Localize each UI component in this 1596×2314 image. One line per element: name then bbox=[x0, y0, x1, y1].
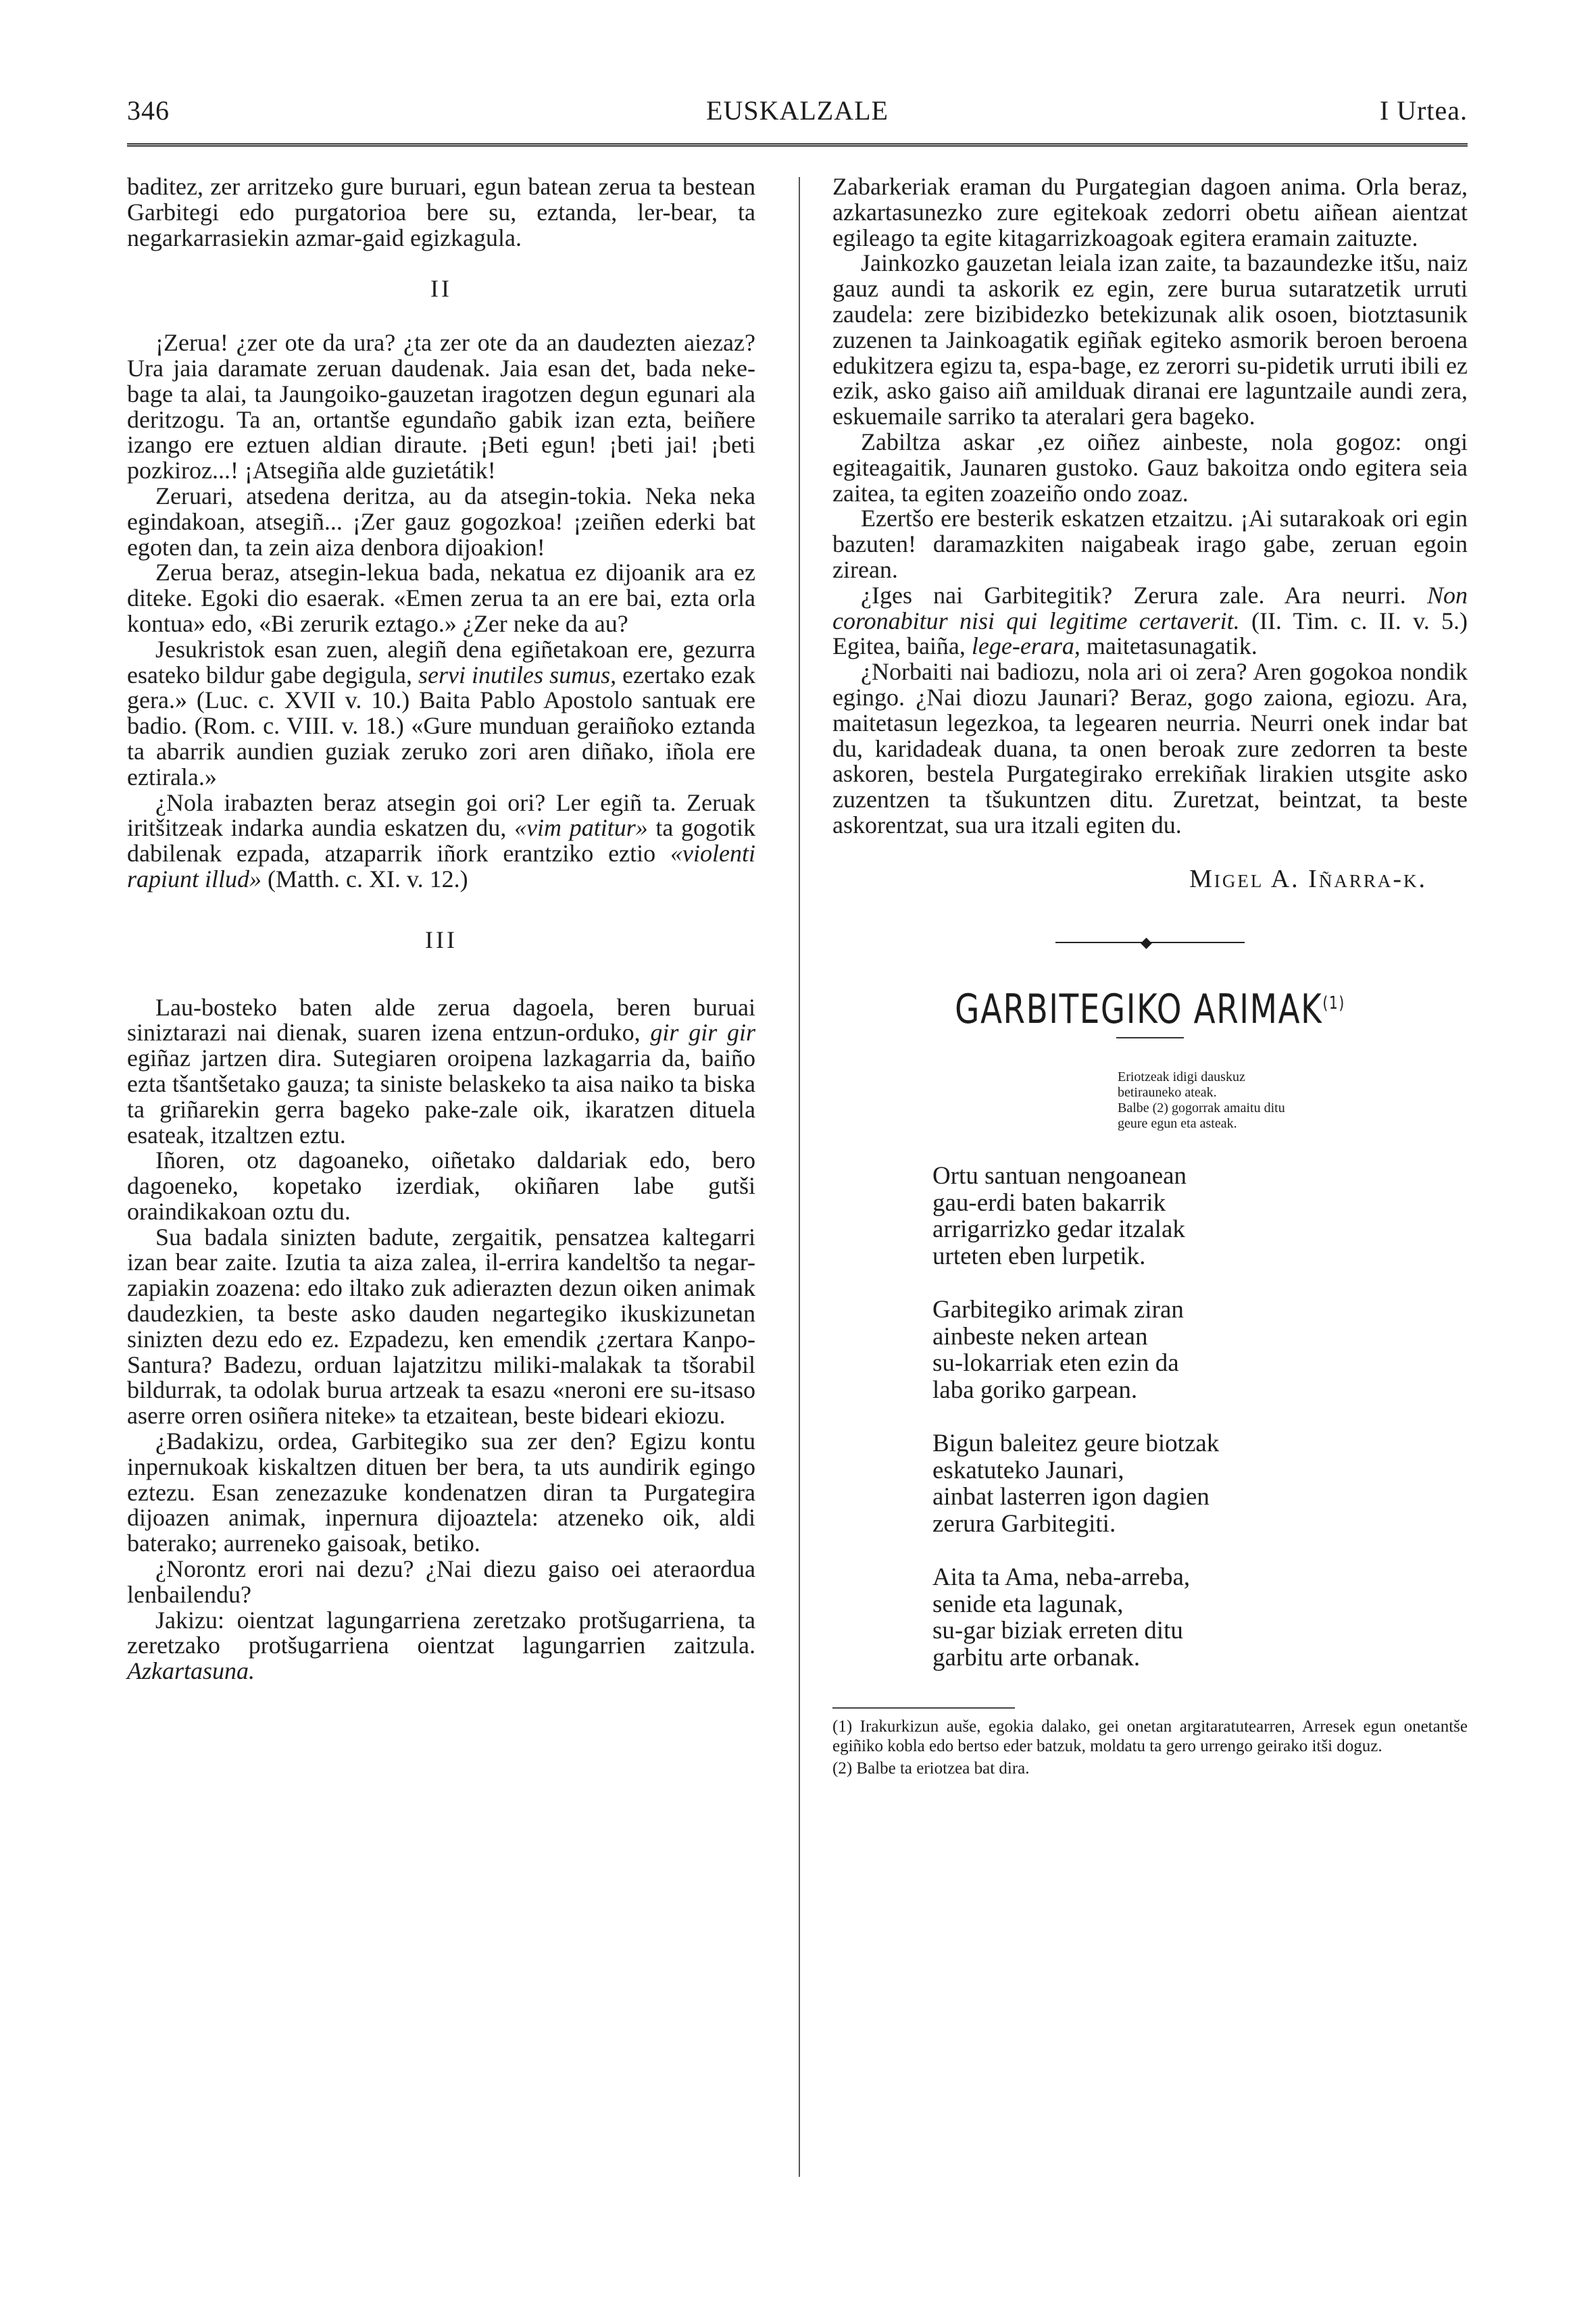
column-divider bbox=[799, 177, 800, 2177]
paragraph: ¡Zerua! ¿zer ote da ura? ¿ta zer ote da an daudezten aiezaz? Ura jaia daramate zeruan daudenak. Jaia esan det, bada neke-bage ta alai, ta Jaungoiko-gauzetan iragotzen degun egunari ala deritzogu. Ta an, ortantše egundaño gabik izan ezta, beiñere izango ere eztuen aldian diraute. ¡Beti egun! ¡beti jai! ¡beti pozkiroz...! ¡Atsegiña alde guzietátik! bbox=[127, 329, 755, 484]
verse-line: zerura Garbitegiti. bbox=[932, 1509, 1116, 1538]
latin-quote: «violenti rapiunt illud» bbox=[127, 840, 755, 892]
verse-line: ainbeste neken artean bbox=[932, 1322, 1148, 1351]
text-run: (Matth. c. XI. v. 12.) bbox=[268, 865, 468, 892]
verse-line: senide eta lagunak, bbox=[932, 1590, 1124, 1618]
epigraph bbox=[1118, 1070, 1361, 1132]
verse-line: laba goriko garpean. bbox=[932, 1376, 1138, 1404]
paragraph: Sua badala sinizten badute, zergaitik, pensatzea kaltegarri izan bear zaite. Izutia ta aiza zalea, il-errira kandeltšo ta negar-zapiakin zoazena: edo iltako zuk adierazten dezun oiken animak daudezkien, ta beste asko dauden negartegiko ikuskizunetan sinizten dezu edo ez. Ezpadezu, ken emendik ¿zertara Kanpo-Santura? Badezu, orduan lajatzitzu miliki-malakak ta tšorabil bildurrak, ta odolak burua artzeak ta esazu «neroni ere su-itsaso aserre orren osiñera niteke» ta etzaitean, beste bideari ekiozu. bbox=[127, 1223, 755, 1430]
right-column bbox=[832, 174, 1468, 1778]
poem-stanza bbox=[932, 1163, 1468, 1269]
poem-stanza bbox=[932, 1297, 1468, 1403]
text-run: (II. Tim. c. II. v. 5.) Egitea, baiña, bbox=[832, 607, 1468, 660]
latin-quote: Non coronabitur nisi qui legitime certaverit. bbox=[832, 581, 1468, 634]
italic-word: Azkartasuna. bbox=[127, 1657, 255, 1685]
paragraph: Ezertšo ere besterik eskatzen etzaitzu. ¡Ai sutarakoak ori egin bazuten! daramazkiten naigabeak irago gabe, zeruan egoin zirean. bbox=[832, 505, 1468, 583]
text-run: Jesukristok esan zuen, alegiñ dena egiñetakoan ere, gezurra esateko bildur gabe degigula, bbox=[127, 635, 755, 688]
italic-phrase: lege-erara, bbox=[971, 632, 1080, 660]
verse-line: Bigun baleitez geure biotzak bbox=[932, 1430, 1220, 1458]
text-run: ezertako ezak gera.» (Luc. c. XVII v. 10.) Baita Pablo Apostolo santuak ere badio. (Rom. c. VIII. v. 18.) «Gure munduan geraiñoko eztanda ta abarrik aundien guziak zeruko zori aren diñako, iñola ere eztirala.» bbox=[127, 661, 756, 790]
epigraph-line: Eriotzeak idigi dauskuz bbox=[1118, 1070, 1245, 1085]
paragraph: Jainkozko gauzetan leiala izan zaite, ta bazaundezke itšu, naiz gauz aundi ta askorik ez egin, zere burua sutaratzetik urruti zaudela: zere bizibidezko betekizunak alik osoen, biotztasunik zuzenen ta Jainkoagatik egiñak egiteko asmorik beroen beroena edukitzera egizu ta, espa-bage, ez zerorri su-pidetik urruti ibili ez ezik, asko gaiso aiñ amilduak diranai ere laguntzaile aundi zera, eskuemaile sarriko ta ateralari gera bageko. bbox=[832, 249, 1468, 430]
verse-line: su-gar biziak erreten ditu bbox=[932, 1617, 1183, 1645]
verse-line: urteten eben lurpetik. bbox=[932, 1242, 1146, 1270]
poem-stanza bbox=[932, 1430, 1468, 1537]
onomatopoeia: gir gir gir bbox=[650, 1019, 756, 1047]
epigraph-line: geure egun eta asteak. bbox=[1118, 1116, 1237, 1132]
journal-title: EUSKALZALE bbox=[706, 95, 889, 126]
footnote-rule bbox=[832, 1707, 1015, 1709]
verse-line: arrigarrizko gedar itzalak bbox=[932, 1215, 1185, 1244]
paragraph bbox=[127, 637, 755, 790]
epigraph-line: betirauneko ateak. bbox=[1118, 1085, 1217, 1101]
paragraph: baditez, zer arritzeko gure buruari, egun batean zerua ta bestean Garbitegi edo purgatorioa bere su, eztanda, ler-bear, ta negarkarrasiekin azmar-gaid egizkagula. bbox=[127, 173, 755, 251]
verse-line: Ortu santuan nengoanean bbox=[932, 1162, 1187, 1190]
paragraph: Zeruari, atsedena deritza, au da atsegin-tokia. Neka neka egindakoan, atsegiñ... ¡Zer gauz gogozkoa! ¡zeiñen ederki bat egoten dan, ta zein aiza denbora dijoakion! bbox=[127, 482, 755, 561]
footnote: (1) Irakurkizun auše, egokia dalako, gei onetan argitaratutearren, Arresek egun onetantše egiñiko kobla edo bertso eder batzuk, moldatu ta gero urrengo geirako itši doguz. bbox=[832, 1717, 1468, 1756]
section-heading: II bbox=[430, 275, 452, 303]
paragraph bbox=[127, 1608, 755, 1684]
verse-line: su-lokarriak eten ezin da bbox=[932, 1349, 1179, 1378]
text-run: ¿Nola irabazten beraz atsegin goi ori? Ler egiñ ta. Zeruak iritšitzeak indarka aundia eskatzen du, bbox=[127, 788, 755, 842]
paragraph bbox=[832, 583, 1468, 659]
footnote: (2) Balbe ta eriotzea bat dira. bbox=[832, 1759, 1030, 1778]
page-number: 346 bbox=[127, 95, 170, 126]
paragraph: ¿Badakizu, ordea, Garbitegiko sua zer den? Egizu kontu inpernukoak kiskaltzen dituen ber bera, ta uts aundirik egingo eztezu. Esan zenezazuke kondenatzen diran ta Purgategira dijoazen animak, inpernura dijoaztela: atzeneko oik, aldi baterako; aurreneko gaisoak, betiko. bbox=[127, 1428, 755, 1557]
left-column bbox=[127, 174, 755, 1684]
epigraph-line: Balbe (2) gogorrak amaitu ditu bbox=[1118, 1101, 1285, 1116]
poem-stanza bbox=[932, 1564, 1468, 1671]
paragraph: Zerua beraz, atsegin-lekua bada, nekatua ez dijoanik ara ez diteke. Egoki dio esaerak. «Emen zerua ta an ere bai, ezta orla kontua» edo, «Bi zerurik eztago.» ¿Zer neke da au? bbox=[127, 559, 755, 637]
title-rule bbox=[1116, 1037, 1184, 1038]
paragraph: ¿Norontz erori nai dezu? ¿Nai diezu gaiso oei ateraordua lenbailendu? bbox=[127, 1555, 755, 1608]
text-run: ta gogotik dabilenak ezpada, atzaparrik iñork erantziko eztio bbox=[127, 814, 756, 867]
latin-quote: servi inutiles sumus, bbox=[418, 661, 617, 688]
paragraph bbox=[127, 790, 755, 892]
text-run: Jakizu: oientzat lagungarriena zeretzako protšugarriena, ta zeretzako protšugarriena oientzat lagungarrien zaitzula. bbox=[127, 1606, 755, 1659]
header-double-rule bbox=[127, 143, 1468, 147]
paragraph: Iñoren, otz dagoaneko, oiñetako daldariak edo, bero dagoeneko, kopetako izerdiak, okiñaren labe gutši oraindikakoan oztu du. bbox=[127, 1147, 755, 1225]
poem-title-text: GARBITEGIKO ARIMAK bbox=[955, 985, 1323, 1033]
poem-title bbox=[902, 985, 1397, 1033]
paragraph bbox=[127, 995, 755, 1149]
author-signature: Migel A. Iñarra-k. bbox=[1189, 864, 1427, 893]
running-header bbox=[127, 95, 1468, 149]
paragraph: Zabiltza askar ,ez oiñez ainbeste, nola gogoz: ongi egiteagaitik, Jaunaren gustoko. Gauz bakoitza ondo egitera seia zaitea, ta egiten zoazeiño ondo zoaz. bbox=[832, 428, 1468, 507]
section-heading: III bbox=[425, 926, 457, 953]
ornament-divider bbox=[1055, 934, 1245, 951]
verse-line: Garbitegiko arimak ziran bbox=[932, 1296, 1184, 1324]
volume-year: I Urtea. bbox=[1379, 95, 1468, 126]
paragraph: Zabarkeriak eraman du Purgategian dagoen anima. Orla beraz, azkartasunezko zure egitekoak zedorri obetu aiñean aientzat egileago ta egite kitagarrizkoagoak egitera eramain zaituzte. bbox=[832, 173, 1468, 251]
verse-line: garbitu arte orbanak. bbox=[932, 1643, 1141, 1671]
text-run: maitetasunagatik. bbox=[1086, 632, 1257, 660]
verse-line: eskatuteko Jaunari, bbox=[932, 1456, 1124, 1484]
footnote-marker: (1) bbox=[1322, 992, 1345, 1013]
text-run: egiñaz jartzen dira. Sutegiaren oroipena lazkagarria da, baiño ezta tšantšetako gauza; ta sinistе belaskeko ta aisa naiko ta biska ta griñarekin gerra bageko pake-zale oik, ikaratzen dituela esateak, itzaltzen eztu. bbox=[127, 1045, 755, 1149]
latin-quote: «vim patitur» bbox=[514, 814, 648, 842]
diamond-icon: ◆ bbox=[1141, 933, 1152, 951]
verse-line: ainbat lasterren igon dagien bbox=[932, 1483, 1210, 1511]
verse-line: Aita ta Ama, neba-arreba, bbox=[932, 1563, 1191, 1592]
verse-line: gau-erdi baten bakarrik bbox=[932, 1188, 1166, 1217]
text-run: Lau-bosteko baten alde zerua dagoela, beren buruai siniztarazi nai dienak, suaren izena entzun-orduko, bbox=[127, 993, 755, 1047]
paragraph: ¿Norbaiti nai badiozu, nola ari oi zera? Aren gogokoa nondik egingo. ¿Nai diozu Jaunari? Beraz, gogo zaiona, egiozu. Ara, maitetasun legezkoa, ta legearen neurria. Neurri onek indar bat du, karidadeak duana, ta onen beroak zure zedorren ta beste askoren, bestela Purgategirako errekiñak lirakien utsgite asko zuzentzen ta tšukuntzen ditu. Zuretzat, beintzat, ta beste askorentzat, sua ura itzali egiten du. bbox=[832, 658, 1468, 838]
text-run: ¿Iges nai Garbitegitik? Zerura zale. Ara neurri. bbox=[861, 581, 1406, 609]
